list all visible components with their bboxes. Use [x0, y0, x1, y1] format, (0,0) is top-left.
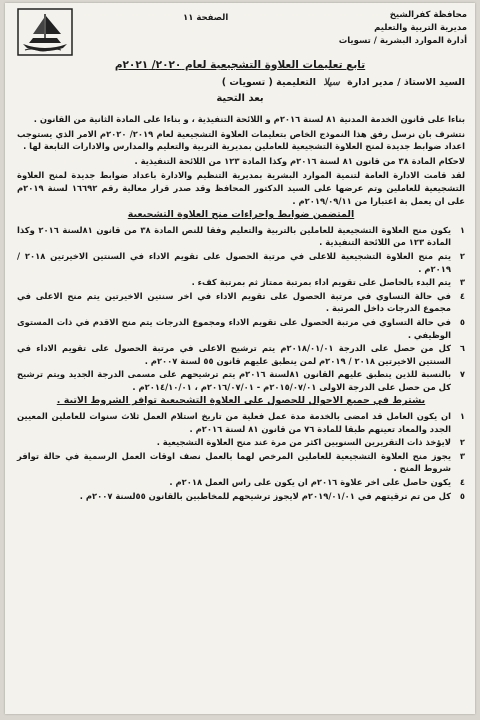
- list-item: [17, 290, 465, 315]
- item-number: ٢: [459, 437, 465, 448]
- item-number: ٣: [459, 450, 465, 461]
- list-item: [17, 450, 465, 475]
- paragraph: لقد قامت الادارة العامة لتنمية الموارد البشرية بمديرية التنظيم والادارة باعداد ضوابط جديدة لمنح العلاوة التشجيعية للعاملين وتم عرضها على السيد الدكتور المحافظ وقد صدر قرار معالية رقم ١٦٦٩٢ لسنة ٢٠١٩م على ان يعمل بة اعتبارا من ٢٠١٩/٠٩/١١م .: [17, 170, 466, 206]
- item-number: ١: [459, 224, 465, 235]
- page-number: الصفحة ١١: [183, 13, 229, 23]
- addressee-prefix: السيد الاستاذ / مدير ادارة: [347, 77, 465, 88]
- list-item: [17, 490, 465, 503]
- item-text: لايؤخذ ذات التقريرين السنويين اكثر من مرة عند منح العلاوة التشجيعية .: [156, 437, 451, 448]
- item-number: ٥: [459, 490, 465, 501]
- document-page: [5, 3, 475, 714]
- list-item: [17, 250, 465, 275]
- item-number: ٥: [459, 316, 465, 327]
- greeting: بعد التحية: [216, 93, 264, 104]
- list-item: [17, 342, 465, 367]
- item-text: ان يكون العامل قد امضى بالخدمة مدة عمل فعلية من تاريخ استلام العمل ثلاث سنوات للعاملين المعيين الجدد والمعاد تعينهم طبقا للمادة ٧٦ من قانون ٨١ لسنة ٢٠١٦م .: [17, 411, 451, 434]
- item-number: ٦: [459, 343, 465, 354]
- list-item: [17, 368, 465, 393]
- item-text: يكون حاصل على اخر علاوة ٢٠١٦م ان يكون على راس العمل ٢٠١٨م .: [169, 477, 451, 488]
- item-text: كل من تم ترقيتهم في ٢٠١٩/٠١/٠١م لايجوز ترشيحهم للمخاطبين بالقانون ٥٥لسنة ٢٠٠٧م .: [79, 490, 451, 501]
- item-number: ٣: [459, 277, 465, 288]
- list-item: [17, 316, 465, 341]
- letterhead-line: مديرية التربية والتعليم: [374, 23, 467, 33]
- list-item: [17, 410, 465, 435]
- item-text: كل من حصل على الدرجة ٢٠١٨/٠١/٠١م يتم ترشيح الاعلى في مرتبة الحصول على تقويم الاداء في السنتين الاخيرتين ٢٠١٨ / ٢٠١٩م لمن ينطبق عليهم قانون ٥٥ لسنة ٢٠٠٧م .: [17, 343, 451, 366]
- list-item: [17, 476, 465, 489]
- item-text: في حالة التساوي في مرتبة الحصول على تقويم الاداء ومجموع الدرجات يتم منح الاقدم في ذات المستوى الوظيفي .: [17, 316, 451, 340]
- letterhead-line: أدارة الموارد البشرية / تسويات: [338, 36, 467, 46]
- item-text: يكون منح العلاوة التشجيعية للعاملين بالتربية والتعليم وفقا للنص المادة ٣٨ من قانون ٨١لسنة ٢٠١٦ وكذا المادة ١٢٣ من اللائحة التنفيذية .: [17, 224, 451, 248]
- letterhead-line: محافظة كفرالشيخ: [389, 10, 467, 20]
- section-heading: يشترط في جميع الاحوال للحصول على العلاوة التشجيعية توافر الشروط الاتية .: [56, 395, 426, 407]
- letterhead: [339, 9, 467, 48]
- item-number: ٢: [459, 250, 465, 261]
- handwritten-department: سيلا: [323, 77, 340, 88]
- list-item: [17, 436, 465, 449]
- document-body: [17, 113, 465, 503]
- item-text: في حالة التساوي في مرتبة الحصول على تقويم الاداء في اخر سنتين الاخيرتين يتم منح الاعلى في مجموع الدرجات داخل المرتبة .: [17, 290, 451, 314]
- item-text: بالنسبة للذين ينطبق عليهم القانون ٨١لسنة ٢٠١٦م يتم ترشيحهم على مسمى الدرجة الجديد ويتم ترشيح كل من حصل على الدرجة الاولى ٢٠١٥/٠٧/٠١م - ٢٠١٦/٠٧/٠١م ، ٢٠١٤/١٠/٠١م .: [17, 369, 452, 392]
- item-text: يجوز منح العلاوة التشجيعية للعاملين المرخص لهما بالعمل نصف اوقات العمل الرسمية في حالة توافر شروط المنح .: [17, 450, 451, 474]
- list-item: [17, 276, 465, 289]
- item-text: يتم البدء بالحاصل على تقويم اداء بمرتبة ممتاز ثم بمرتبة كفء .: [191, 277, 451, 288]
- list-item: [17, 224, 465, 249]
- section-heading: المتضمن ضوابط واجراءات منح العلاوة التشجيعية: [127, 209, 355, 221]
- addressee-line: [25, 77, 465, 88]
- item-text: يتم منح العلاوة التشجيعية للاعلى في مرتبة الحصول على تقويم الاداء في السنتين الاخيرتين ٢٠١٨ / ٢٠١٩م .: [17, 250, 451, 274]
- item-number: ١: [459, 411, 465, 422]
- paragraph: لاحكام المادة ٣٨ من قانون ٨١ لسنة ٢٠١٦م وكذا المادة ١٢٣ من اللائحة التنفيذية .: [134, 155, 465, 166]
- item-number: ٤: [459, 477, 465, 488]
- paragraph: نتشرف بان نرسل رفق هذا النموذج الخاص بتعليمات العلاوة التشجيعية لعام ٢٠١٩/ ٢٠٢٠م الامر الذي يستوجب اعداد ضوابط جديدة لمنح العلاوة التشجيعية للعاملين بمديرية التربية والتعليم والمدارس والادارات التابعة لها .: [17, 128, 465, 152]
- addressee-suffix: التعليمية ( تسويات ): [221, 77, 317, 88]
- item-number: ٧: [459, 369, 465, 380]
- paragraph: بناءا على قانون الخدمة المدنية ٨١ لسنة ٢٠١٦م و اللائحة التنفيذية ، و بناءا على المادة الثانية من القانون .: [33, 114, 465, 124]
- item-number: ٤: [459, 290, 465, 301]
- ministry-logo-icon: [17, 8, 73, 56]
- document-title: تابع تعليمات العلاوة التشجيعية لعام ٢٠٢٠/ ٢٠٢١م: [114, 59, 366, 71]
